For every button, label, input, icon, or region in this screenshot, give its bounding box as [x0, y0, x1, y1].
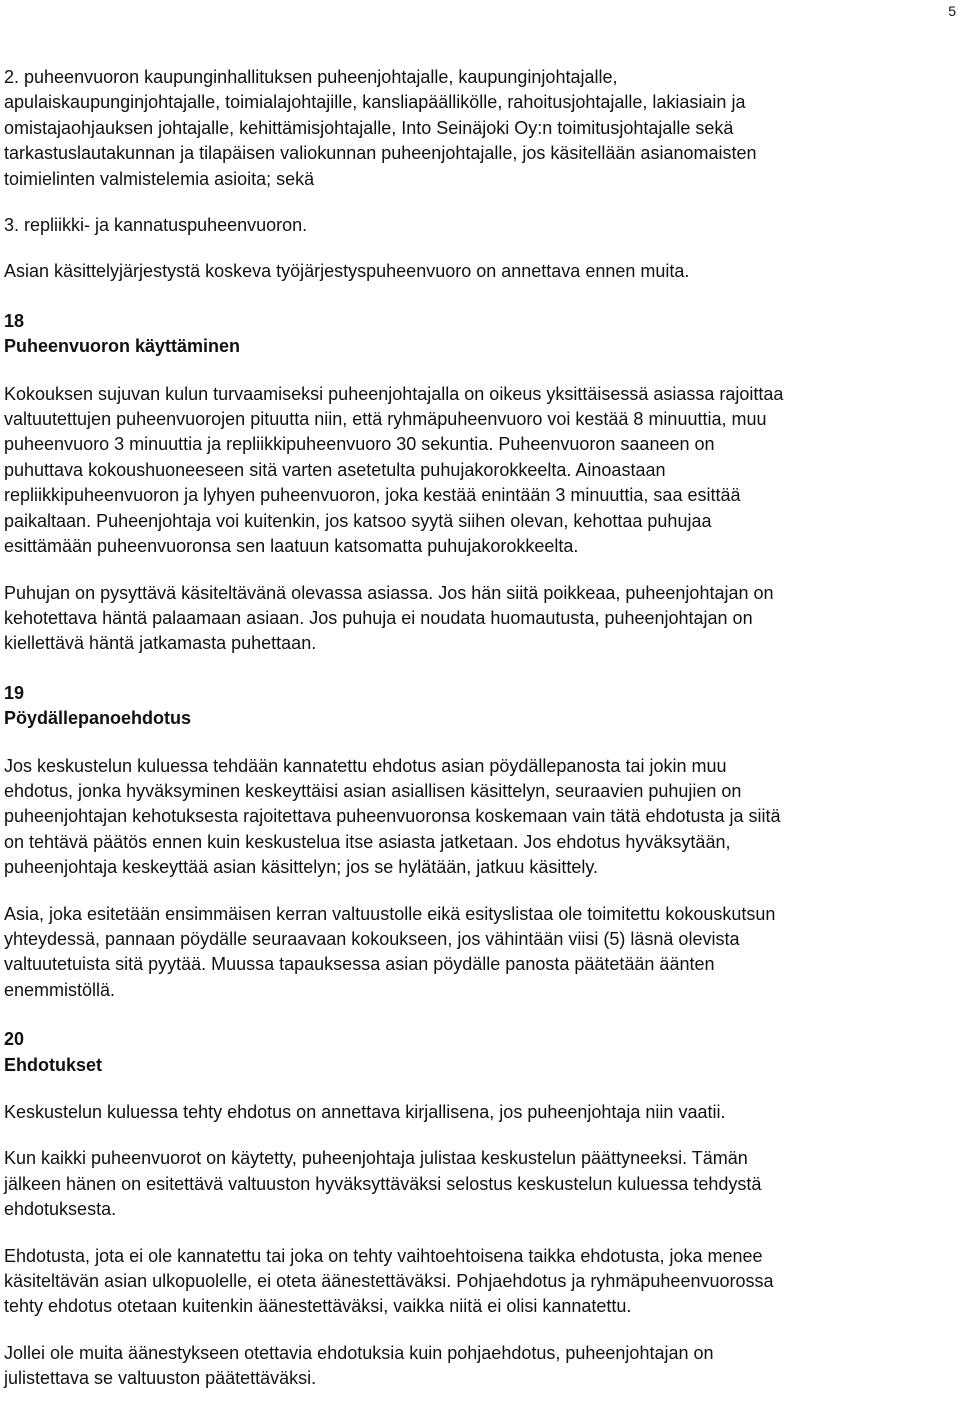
- section-18-paragraph-1: Kokouksen sujuvan kulun turvaamiseksi puheenjohtajalla on oikeus yksittäisessä asiassa rajoittaa valtuutettujen puheenvuorojen pituutta niin, että ryhmäpuheenvuoro voi kestää 8 minuuttia, muu puheenvuoro 3 minuuttia ja repliikkipuheenvuoro 30 sekuntia. Puheenvuoron saaneen on puhuttava kokoushuoneeseen sitä varten asetetulta puhujakorokkeelta. Ainoastaan repliikkipuheenvuoron ja lyhyen puheenvuoron, joka kestää enintään 3 minuuttia, saa esittää paikaltaan. Puheenjohtaja voi kuitenkin, jos katsoo syytä siihen olevan, kehottaa puhujaa esittämään puheenvuoronsa sen laatuun katsomatta puhujakorokkeelta.: [4, 383, 784, 557]
- paragraph-item-3: 3. repliikki- ja kannatuspuheenvuoron.: [4, 215, 308, 236]
- section-20-paragraph-3: Ehdotusta, jota ei ole kannatettu tai joka on tehty vaihtoehtoisena taikka ehdotusta, joka menee käsiteltävän asian ulkopuolelle, ei oteta äänestettäväksi. Pohjaehdotus ja ryhmäpuheenvuorossa tehty ehdotus otetaan kuitenkin äänestettäväksi, vaikka niitä ei olisi kannatettu.: [4, 1245, 774, 1317]
- section-18-number: 18: [4, 310, 25, 331]
- section-20-paragraph-2: Kun kaikki puheenvuorot on käytetty, puheenjohtaja julistaa keskustelun päättyneeksi. Tämän jälkeen hänen on esitettävä valtuuston hyväksyttäväksi selostus keskustelun kuluessa tehdystä ehdotuksesta.: [4, 1148, 762, 1220]
- section-18-title: Puheenvuoron käyttäminen: [4, 336, 241, 357]
- section-20-number: 20: [4, 1029, 25, 1050]
- paragraph-item-2: 2. puheenvuoron kaupunginhallituksen puheenjohtajalle, kaupunginjohtajalle, apulaiskaupunginjohtajalle, toimialajohtajille, kansliapäällikölle, rahoitusjohtajalle, lakiasiain ja omistajaohjauksen johtajalle, kehittämisjohtajalle, Into Seinäjoki Oy:n toimitusjohtajalle sekä tarkastuslautakunnan ja tilapäisen valiokunnan puheenjohtajalle, jos käsitellään asianomaisten toimielinten valmistelemia asioita; sekä: [4, 67, 757, 189]
- section-19-title: Pöydällepanoehdotus: [4, 708, 192, 729]
- paragraph-order-of-business: Asian käsittelyjärjestystä koskeva työjärjestyspuheenvuoro on annettava ennen muita.: [4, 261, 690, 282]
- document-body: [4, 65, 952, 1392]
- section-20-paragraph-1: Keskustelun kuluessa tehty ehdotus on annettava kirjallisena, jos puheenjohtaja niin vaatii.: [4, 1102, 726, 1122]
- section-18-paragraph-2: Puhujan on pysyttävä käsiteltävänä olevassa asiassa. Jos hän siitä poikkeaa, puheenjohtajan on kehotettava häntä palaamaan asiaan. Jos puhuja ei noudata huomautusta, puheenjohtajan on kiellettävä häntä jatkamasta puhettaan.: [4, 582, 774, 654]
- section-19-number: 19: [4, 682, 25, 703]
- section-20-title: Ehdotukset: [4, 1054, 103, 1075]
- section-19-paragraph-2: Asia, joka esitetään ensimmäisen kerran valtuustolle eikä esityslistaa ole toimitettu kokouskutsun yhteydessä, pannaan pöydälle seuraavaan kokoukseen, jos vähintään viisi (5) läsnä olevista valtuutetuista sitä pyytää. Muussa tapauksessa asian pöydälle panosta päätetään äänten enemmistöllä.: [4, 903, 776, 1000]
- section-19-paragraph-1: Jos keskustelun kuluessa tehdään kannatettu ehdotus asian pöydällepanosta tai jokin muu ehdotus, jonka hyväksyminen keskeyttäisi asian asiallisen käsittelyn, seuraavien puhujien on puheenjohtajan kehotuksesta rajoitettava puheenvuoronsa koskemaan vain tätä ehdotusta ja siitä on tehtävä päätös ennen kuin keskustelua itse asiasta jatketaan. Jos ehdotus hyväksytään, puheenjohtaja keskeyttää asian käsittelyn; jos se hylätään, jatkuu käsittely.: [4, 755, 781, 878]
- section-20-paragraph-4: Jollei ole muita äänestykseen otettavia ehdotuksia kuin pohjaehdotus, puheenjohtajan on julistettava se valtuuston päätettäväksi.: [4, 1342, 714, 1389]
- page-number: 5: [948, 3, 956, 19]
